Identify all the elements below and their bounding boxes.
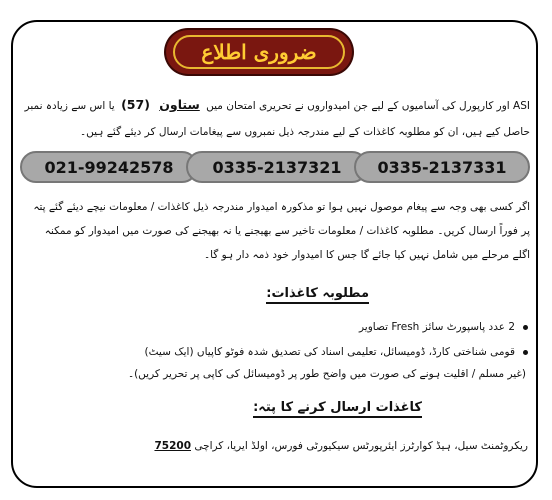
required-documents-heading: مطلوبہ کاغذات: [266, 286, 369, 304]
marks-number: (57) [121, 97, 150, 112]
phone-number-3: 0335-2137331 [354, 151, 530, 183]
title-badge-inner [173, 35, 345, 69]
intro-paragraph [24, 92, 530, 145]
list-item [24, 346, 528, 358]
intro-part1: ASI اور کارپورل کی آسامیوں کے لیے جن امیدواروں نے تحریری امتحان میں [206, 100, 530, 112]
mailing-address [24, 440, 528, 452]
phone-number-1: 021-99242578 [20, 151, 198, 183]
phone-numbers [20, 151, 530, 185]
intro-part2: یا اس سے زیادہ نمبر حاصل کیے ہیں، ان کو مطلوبہ کاغذات کے لیے مندرجہ ذیل نمبروں سے پیغامات ارسال کر دیئے گئے ہیں۔ [24, 100, 530, 138]
address-text: ریکروٹمنٹ سیل، ہیڈ کوارٹرز ایئرپورٹس سیکیورٹی فورس، اولڈ ایریا، کراچی [194, 440, 528, 452]
marks-word: ستاون [159, 97, 200, 112]
list-item-text: قومی شناختی کارڈ، ڈومیسائل، تعلیمی اسناد کی تصدیق شدہ فوٹو کاپیاں (ایک سیٹ) [144, 346, 515, 358]
title-badge [166, 30, 352, 74]
postal-code: 75200 [154, 440, 191, 452]
list-item-text: 2 عدد پاسپورٹ سائز Fresh تصاویر [359, 321, 515, 333]
bullet-icon [523, 350, 528, 355]
list-item [24, 321, 528, 333]
send-address-heading: کاغذات ارسال کرنے کا پتہ: [253, 400, 422, 418]
notice-paragraph: اگر کسی بھی وجہ سے پیغام موصول نہیں ہوا تو مذکورہ امیدوار مندرجہ ذیل کاغذات / معلومات نیچے دیئے گئے پتہ پر فوراً ارسال کریں۔ مطلوبہ کاغذات / معلومات تاخیر سے بھیجنے یا نہ بھیجنے کی صورت میں امیدوار کو ممکنہ اگلے مرحلے میں شامل نہیں کیا جائے گا جس کا امیدوار خود ذمہ دار ہو گا۔ [33, 201, 530, 261]
required-note: (غیر مسلم / اقلیت ہونے کی صورت میں واضح طور پر ڈومیسائل کی کاپی پر تحریر کریں)۔ [127, 368, 526, 380]
bullet-icon [523, 325, 528, 330]
page-title: ضروری اطلاع [201, 40, 317, 64]
phone-number-2: 0335-2137321 [186, 151, 368, 183]
